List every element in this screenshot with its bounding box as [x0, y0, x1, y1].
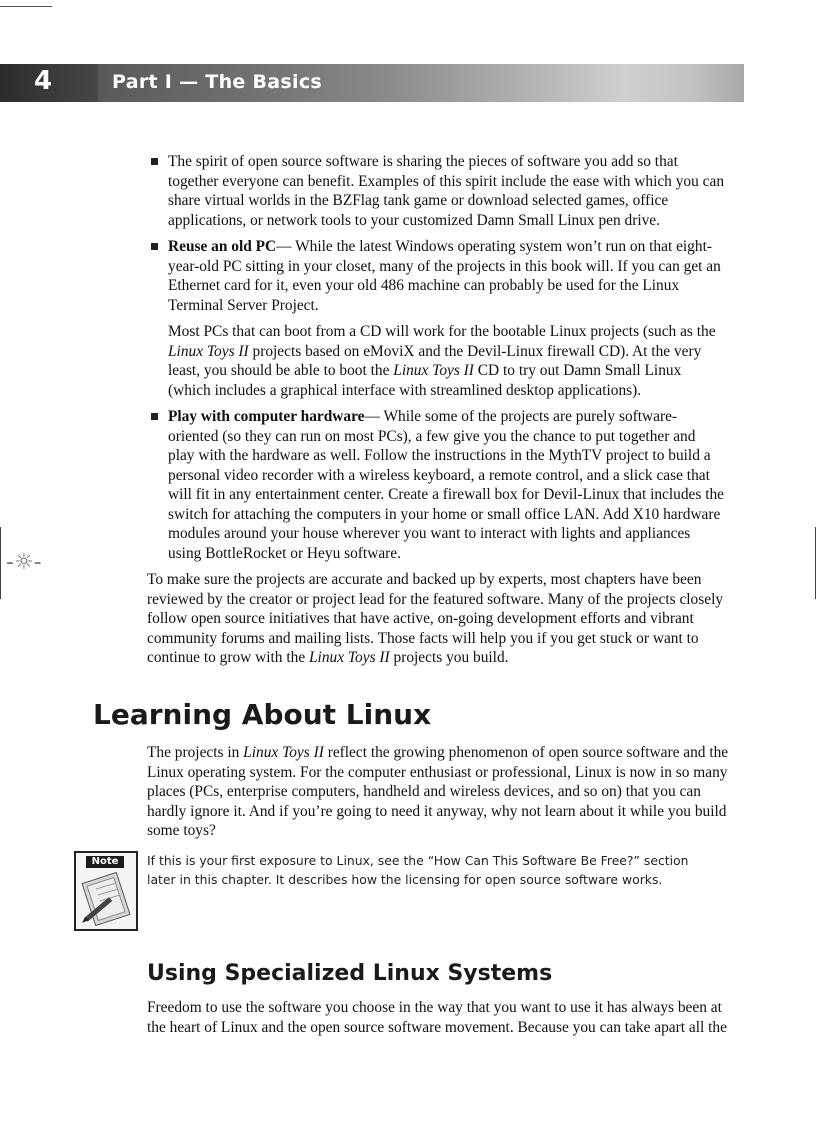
corner-crop-line — [0, 6, 52, 7]
bullet-lead: Reuse an old PC — [168, 238, 277, 255]
chapter-header-bar — [0, 64, 744, 102]
paragraph: Freedom to use the software you choose in the way that you want to use it has always been at the heart of Linux and the open source software movement. Because you can take apart all the — [147, 999, 727, 1036]
paragraph — [147, 743, 735, 841]
book-title: Linux Toys II — [168, 342, 249, 360]
bullet-list — [145, 152, 725, 570]
text-run: CD to try out Damn Small Linux (which includes a graphical interface with streamlined desktop applications). — [168, 362, 682, 399]
bullet-text: The spirit of open source software is sharing the pieces of software you add so that together everyone can benefit. Examples of this spirit include the ease with which you can share virtual worlds in the BZFlag tank game or download selected games, office applications, or network tools to your customized Damn Small Linux pen drive. — [168, 153, 725, 229]
text-run: Most PCs that can boot from a CD will work for the bootable Linux projects (such as the — [168, 323, 716, 340]
bullet-item — [145, 407, 725, 563]
subsection-heading: Using Specialized Linux Systems — [147, 961, 553, 986]
bullet-text: — While some of the projects are purely software-oriented (so they can run on most PCs), a few give you the chance to put together and play with the hardware as well. Follow the instructions in the MythTV project to build a personal video recorder with a wireless keyboard, a remote control, and a slick case that will fit in any entertainment center. Create a firewall box for Devil-Linux that includes the switch for attaching the computers in your home or small office LAN. Add X10 hardware modules around your house wherever you want to interact with lights and appliances using BottleRocket or Heyu software. — [168, 408, 725, 562]
binding-mark-left — [0, 527, 1, 599]
part-title: Part I — The Basics — [112, 71, 322, 93]
bullet-sub-paragraph — [145, 322, 725, 400]
registration-mark-icon: -☼- — [6, 550, 42, 575]
text-run: projects based on eMoviX and the Devil-Linux firewall CD). At the very least, you should be able to boot the — [168, 342, 702, 379]
bullet-text: — While the latest Windows operating system won’t run on that eight-year-old PC sitting in your closet, many of the projects in this book will. If you can get an Ethernet card for it, even your old 486 machine can probably be used for the Linux Terminal Server Project. — [168, 238, 721, 314]
note-text: If this is your first exposure to Linux, see the “How Can This Software Be Free?” section later in this chapter. It describes how the licensing for open source software works. — [147, 853, 689, 887]
bullet-lead: Play with computer hardware — [168, 408, 365, 425]
text-run: reflect the growing phenomenon of open source software and the Linux operating system. For the computer enthusiast or professional, Linux is now in so many places (PCs, enterprise computers, handheld and wireless devices, and so on) that you can hardly ignore it. And if you’re going to need it anyway, why not learn about it while you build some toys? — [147, 744, 729, 839]
note-label: Note — [86, 856, 124, 868]
bullet-item — [145, 237, 725, 315]
bullet-item — [145, 152, 725, 230]
page-number-box — [0, 64, 98, 102]
book-title: Linux Toys II — [309, 649, 390, 666]
note-icon — [74, 851, 138, 931]
page-number: 4 — [34, 66, 53, 96]
text-run: To make sure the projects are accurate and backed up by experts, most chapters have been reviewed by the creator or project lead for the featured software. Many of the projects closely follow open source initiatives that have active, on-going development efforts and vibrant community forums and mailing lists. Those facts will help you if you get stuck or want to continue to grow with the — [147, 571, 724, 666]
paragraph — [147, 570, 735, 668]
book-title: Linux Toys II — [393, 362, 474, 379]
book-title: Linux Toys II — [243, 744, 324, 761]
text-run: projects you build. — [389, 649, 509, 666]
section-heading: Learning About Linux — [93, 698, 432, 731]
text-run: The projects in — [147, 744, 244, 761]
